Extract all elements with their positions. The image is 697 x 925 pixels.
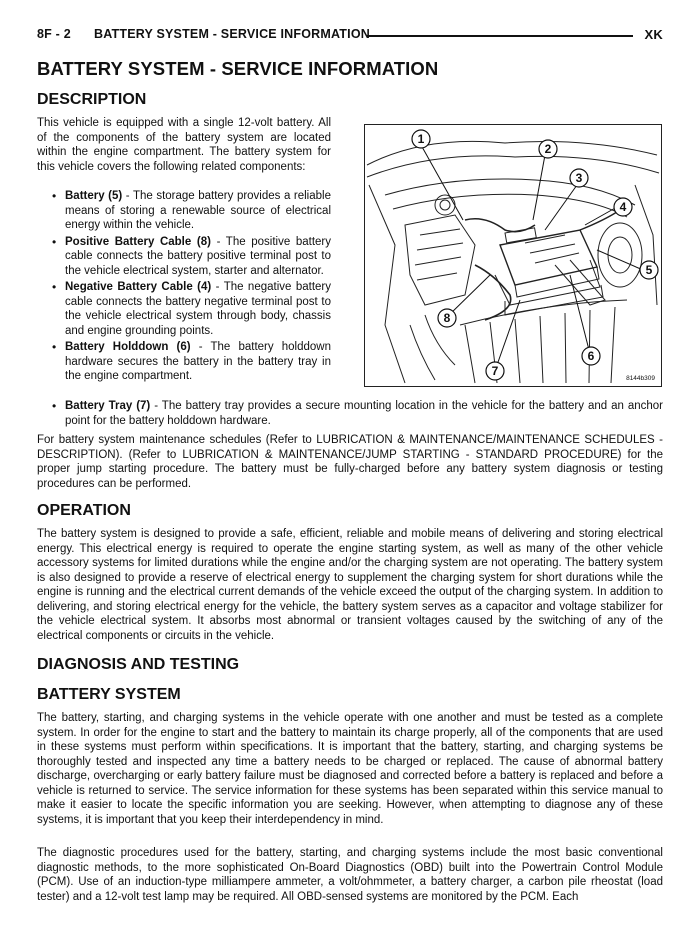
callout-label-8: 8 (443, 311, 451, 325)
list-item: • Battery Tray (7) - The battery tray provides a secure mounting location in the vehicle for the battery and an anchor point for the battery holddown hardware. (37, 399, 663, 428)
list-item: • Battery Holddown (6) - The battery holddown hardware secures the battery in the battery tray in the engine compartment. (37, 340, 331, 384)
model-code: XK (644, 27, 663, 42)
callout-label-1: 1 (417, 132, 425, 146)
battery-system-figure (364, 124, 662, 387)
callout-label-7: 7 (491, 364, 499, 378)
list-item: • Battery (5) - The storage battery provides a reliable means of storing a renewable source of electrical energy within the vehicle. (37, 189, 331, 233)
header-section-title: BATTERY SYSTEM - SERVICE INFORMATION (94, 27, 370, 41)
description-intro: This vehicle is equipped with a single 12-volt battery. All of the components of the battery system are located within the engine compartment. The battery system for this vehicle covers the following related components: (37, 117, 331, 173)
engine-compartment-illustration (365, 125, 661, 386)
callout-label-6: 6 (587, 349, 595, 363)
battery-system-subheading: BATTERY SYSTEM (37, 686, 181, 703)
component-list-continued (37, 399, 663, 430)
diagnosis-paragraph-1: The battery, starting, and charging systems in the vehicle operate with one another and must be tested as a complete system. In order for the engine to start and the battery to maintain its charge properly, all of the components that are used in these systems must perform within specifications. It is important that the battery, starting, and charging systems be thoroughly tested and inspected any time a battery needs to be charged or replaced. The cause of abnormal battery discharge, overcharging or early battery failure must be diagnosed and corrected before a battery is replaced and before a vehicle is returned to service. The service information for these systems has been separated within this service manual to make it easier to locate the specific information you are seeking. However, when attempting to diagnose any of these systems, it is important that you keep their interdependency in mind. (37, 712, 663, 826)
list-item: • Positive Battery Cable (8) - The positive battery cable connects the battery positive terminal post to the vehicle electrical system, starter and alternator. (37, 235, 331, 279)
callout-label-3: 3 (575, 171, 583, 185)
callout-label-4: 4 (619, 200, 627, 214)
figure-code: 8144b309 (626, 375, 655, 382)
diagnosis-paragraph-2: The diagnostic procedures used for the battery, starting, and charging systems include the most basic conventional diagnostic methods, to the more sophisticated On-Board Diagnostics (OBD) built into the Powertrain Control Module (PCM). Use of an induction-type milliampere ammeter, a volt/ohmmeter, a battery charger, a carbon pile rheostat (load tester) and a 12-volt test lamp may be required. All OBD-sensed systems are monitored by the PCM. Each (37, 847, 663, 903)
description-heading: DESCRIPTION (37, 91, 147, 108)
page-title: BATTERY SYSTEM - SERVICE INFORMATION (37, 58, 439, 79)
page-number: 8F - 2 (37, 27, 71, 41)
description-closing: For battery system maintenance schedules (Refer to LUBRICATION & MAINTENANCE/MAINTENANCE SCHEDULES - DESCRIPTION). (Refer to LUBRICATION & MAINTENANCE/JUMP STARTING - STANDARD PROCEDURE) for the proper jump starting procedure. The battery must be fully-charged before any battery system diagnosis or testing procedures can be performed. (37, 434, 663, 490)
diagnosis-heading: DIAGNOSIS AND TESTING (37, 656, 240, 673)
operation-text: The battery system is designed to provide a safe, efficient, reliable and mobile means of delivering and storing electrical energy. This electrical energy is required to operate the engine starting system, as well as many of the other vehicle accessory systems for limited durations while the engine and/or the charging system are not operating. The battery system is also designed to provide a reserve of electrical energy to supplement the charging system for short durations while the engine is running and the electrical current demands of the vehicle exceed the output of the charging system. In addition to delivering, and storing electrical energy for the vehicle, the battery system serves as a capacitor and voltage stabilizer for the vehicle electrical system. It absorbs most abnormal or transient voltages caused by the switching of any of the electrical components or circuits in the vehicle. (37, 528, 663, 642)
list-item: • Negative Battery Cable (4) - The negative battery cable connects the battery negative terminal post to the vehicle electrical system through body, chassis and engine grounding points. (37, 280, 331, 338)
component-list (37, 189, 331, 386)
header-rule (367, 35, 633, 37)
callout-label-5: 5 (645, 263, 653, 277)
operation-heading: OPERATION (37, 502, 131, 519)
running-header (37, 27, 663, 43)
callout-label-2: 2 (544, 142, 552, 156)
